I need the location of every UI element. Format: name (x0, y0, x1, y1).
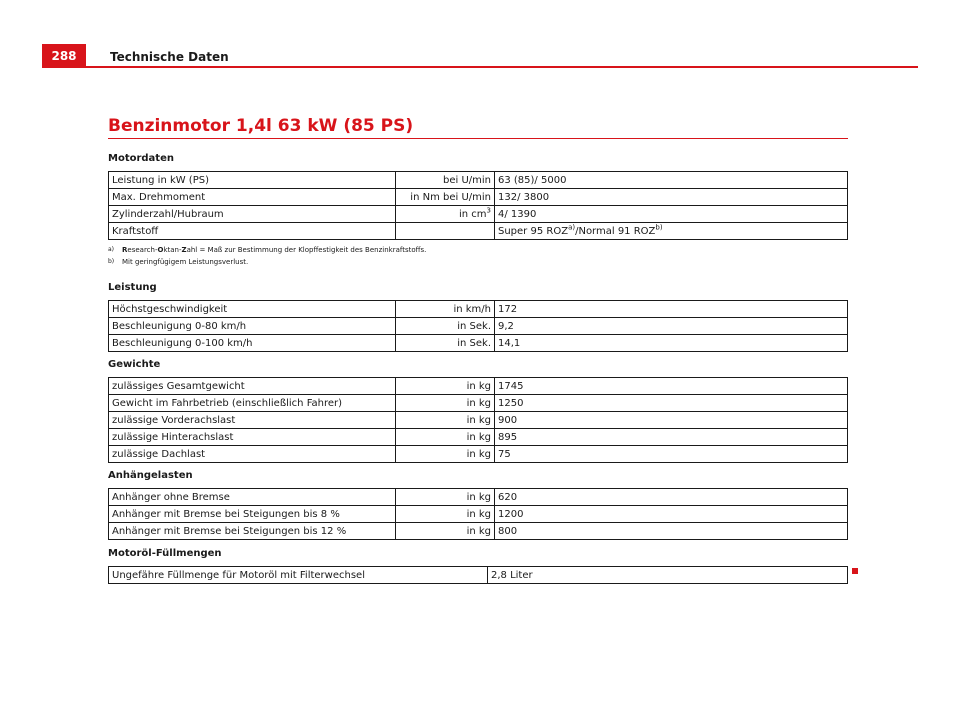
table-row (109, 523, 848, 540)
footnote-bold: Z (181, 246, 187, 254)
header-rule (86, 66, 918, 68)
table-row (109, 223, 848, 240)
footnote-part: ktan- (163, 246, 182, 254)
unit-text: in cm (458, 208, 487, 220)
row-value: 4/ 1390 (495, 206, 848, 223)
row-label: zulässige Hinterachslast (109, 429, 396, 446)
row-unit (396, 206, 495, 223)
anhaengelasten-title: Anhängelasten (108, 470, 193, 481)
footnote-mark: a) (108, 246, 115, 253)
row-unit: in kg (396, 489, 495, 506)
row-label: Beschleunigung 0-80 km/h (109, 318, 396, 335)
table-row (109, 206, 848, 223)
anhaengelasten-table (108, 488, 848, 540)
row-label: zulässige Vorderachslast (109, 412, 396, 429)
table-row (109, 189, 848, 206)
row-label: Anhänger mit Bremse bei Steigungen bis 12 % (109, 523, 396, 540)
motordaten-block (108, 153, 848, 266)
footnote-mark: b) (108, 258, 115, 265)
row-value: 132/ 3800 (495, 189, 848, 206)
table-row (109, 172, 848, 189)
gewichte-title: Gewichte (108, 359, 161, 370)
row-unit: in kg (396, 378, 495, 395)
footnote-bold: R (122, 246, 128, 254)
value-part: /Normal 91 ROZ (575, 225, 656, 237)
row-value: 172 (495, 301, 848, 318)
row-label: zulässiges Gesamtgewicht (109, 378, 396, 395)
anhaengelasten-block (108, 470, 848, 540)
row-value: 2,8 Liter (488, 567, 848, 584)
page-header-title: Technische Daten (110, 50, 229, 64)
unit-superscript: 3 (486, 206, 491, 215)
motordaten-table (108, 171, 848, 240)
row-value: 895 (495, 429, 848, 446)
footnote-text: Mit geringfügigem Leistungsverlust. (122, 258, 249, 266)
value-part: Super 95 ROZ (498, 225, 569, 237)
footnote-text (122, 246, 426, 254)
motordaten-title: Motordaten (108, 153, 174, 164)
page-number: 288 (42, 44, 86, 68)
row-label: Anhänger mit Bremse bei Steigungen bis 8 % (109, 506, 396, 523)
table-row (109, 318, 848, 335)
row-label: Zylinderzahl/Hubraum (109, 206, 396, 223)
row-value: 1200 (495, 506, 848, 523)
section-end-marker (852, 568, 858, 574)
footnote-part: esearch- (127, 246, 158, 254)
table-row (109, 378, 848, 395)
table-row (109, 446, 848, 463)
row-value: 9,2 (495, 318, 848, 335)
table-row (109, 506, 848, 523)
footnote-bold: O (157, 246, 164, 254)
row-unit: in km/h (396, 301, 495, 318)
table-row (109, 489, 848, 506)
gewichte-table (108, 377, 848, 463)
row-label: Max. Drehmoment (109, 189, 396, 206)
row-value: 900 (495, 412, 848, 429)
row-value: 75 (495, 446, 848, 463)
row-unit: in kg (396, 446, 495, 463)
footnote-ref-a: a) (568, 223, 576, 232)
motoroel-table (108, 566, 848, 584)
table-row (109, 429, 848, 446)
section-title: Benzinmotor 1,4l 63 kW (85 PS) (108, 116, 414, 136)
footnote-b (108, 258, 848, 266)
row-unit: in Sek. (396, 335, 495, 352)
row-unit: in kg (396, 412, 495, 429)
table-row (109, 395, 848, 412)
table-row (109, 301, 848, 318)
leistung-block (108, 282, 848, 352)
row-unit: in Nm bei U/min (396, 189, 495, 206)
row-unit: in kg (396, 429, 495, 446)
row-value: 1250 (495, 395, 848, 412)
row-unit: bei U/min (396, 172, 495, 189)
row-unit: in Sek. (396, 318, 495, 335)
row-value: 14,1 (495, 335, 848, 352)
leistung-table (108, 300, 848, 352)
row-label: Kraftstoff (109, 223, 396, 240)
row-value: 800 (495, 523, 848, 540)
table-row (109, 335, 848, 352)
leistung-title: Leistung (108, 282, 157, 293)
row-unit: in kg (396, 395, 495, 412)
footnote-ref-b: b) (655, 223, 663, 232)
row-value: 620 (495, 489, 848, 506)
row-label: Höchstgeschwindigkeit (109, 301, 396, 318)
row-label: Anhänger ohne Bremse (109, 489, 396, 506)
table-row (109, 412, 848, 429)
footnote-part: ahl = Maß zur Bestimmung der Klopffestigkeit des Benzinkraftstoffs. (186, 246, 427, 254)
row-label: Beschleunigung 0-100 km/h (109, 335, 396, 352)
section-rule (108, 138, 848, 139)
table-row (109, 567, 848, 584)
gewichte-block (108, 359, 848, 463)
row-unit (396, 223, 495, 240)
row-label: Leistung in kW (PS) (109, 172, 396, 189)
row-value (495, 223, 848, 240)
row-label: Ungefähre Füllmenge für Motoröl mit Filterwechsel (109, 567, 488, 584)
row-unit: in kg (396, 523, 495, 540)
row-value: 1745 (495, 378, 848, 395)
motoroel-block (108, 548, 848, 584)
row-label: zulässige Dachlast (109, 446, 396, 463)
row-value: 63 (85)/ 5000 (495, 172, 848, 189)
motoroel-title: Motoröl-Füllmengen (108, 548, 222, 559)
footnote-a (108, 246, 848, 254)
row-unit: in kg (396, 506, 495, 523)
row-label: Gewicht im Fahrbetrieb (einschließlich Fahrer) (109, 395, 396, 412)
